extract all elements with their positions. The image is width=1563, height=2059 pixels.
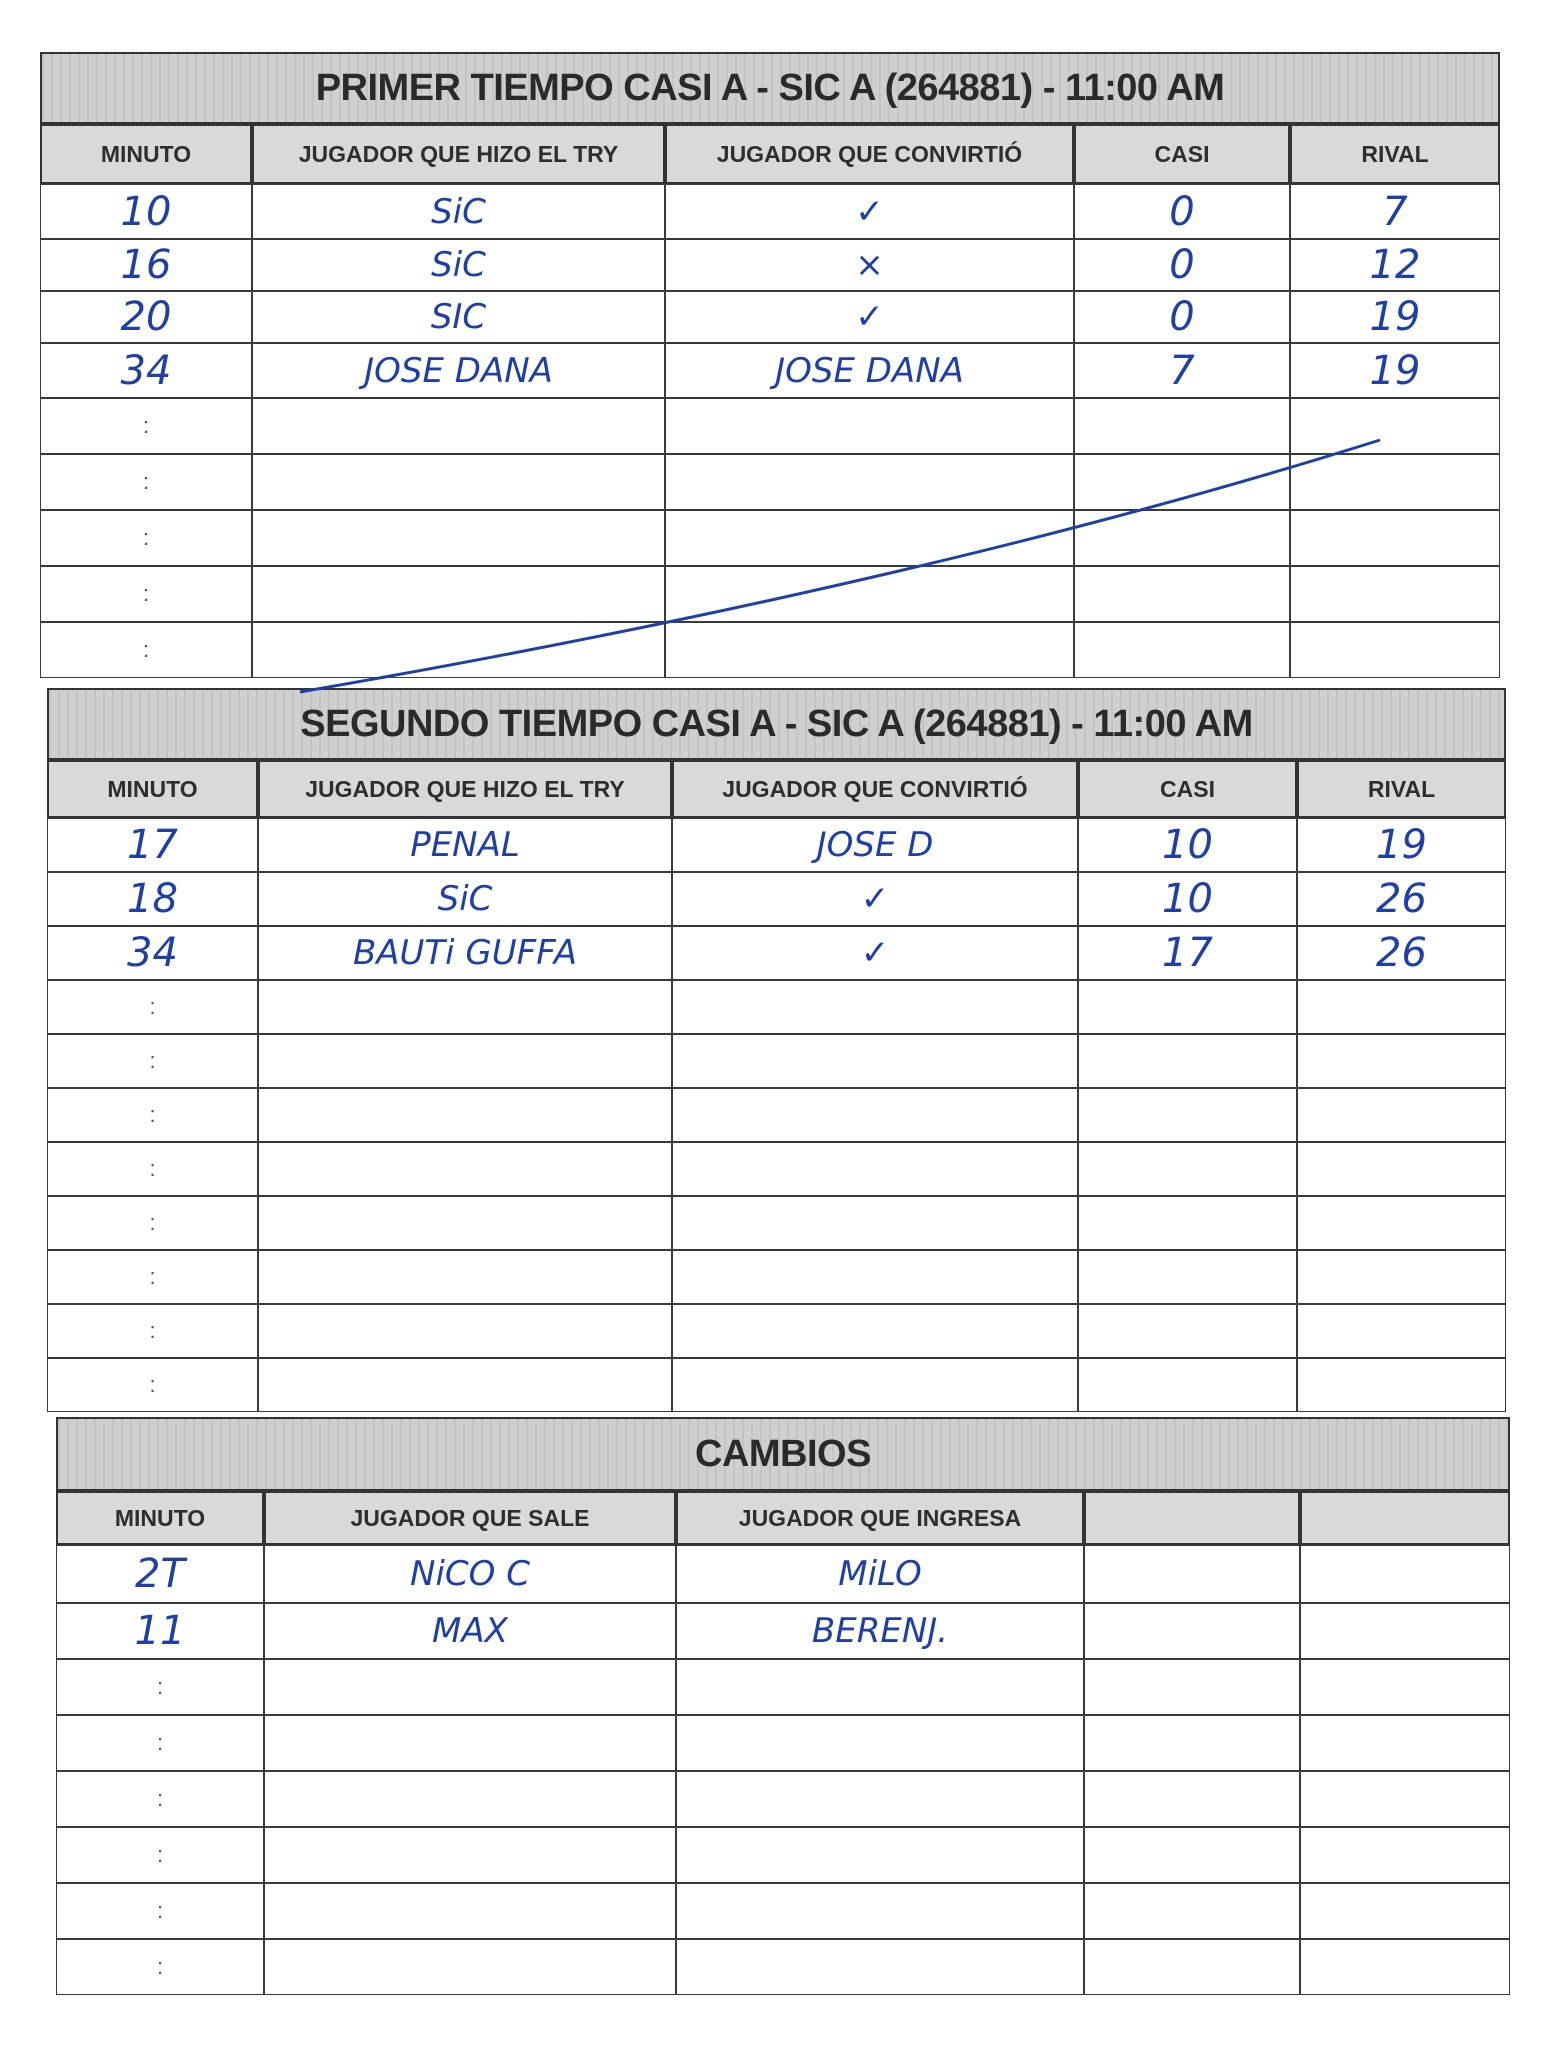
table-cell[interactable] [1290,398,1500,454]
table-cell[interactable] [1084,1883,1300,1939]
row-placeholder-dots: : [149,1372,156,1397]
row-placeholder-dots: : [142,413,150,438]
handwritten-entry: JOSE DANA [364,350,553,391]
table-cell[interactable] [1290,622,1500,678]
table-cell[interactable] [1297,1088,1506,1142]
handwritten-entry: 20 [120,294,172,340]
table-cell[interactable] [1290,510,1500,566]
table-cell[interactable] [258,1304,672,1358]
handwritten-entry: NiCO C [410,1554,530,1594]
handwritten-entry: × [855,245,884,285]
table-cell[interactable] [258,1034,672,1088]
table-cell[interactable] [47,1250,258,1304]
column-header-label: JUGADOR QUE CONVIRTIÓ [722,775,1028,802]
table-cell[interactable] [40,454,252,510]
row-placeholder-dots: : [142,525,150,550]
column-header [47,760,258,818]
table-cell[interactable] [258,818,672,872]
table-cell[interactable] [1297,1196,1506,1250]
column-header [1300,1491,1510,1545]
table-cell[interactable] [40,343,252,398]
table-cell[interactable] [264,1827,676,1883]
column-header [1074,124,1290,184]
table-cell[interactable] [672,1196,1078,1250]
table-cell[interactable] [47,1088,258,1142]
handwritten-entry: ✓ [855,297,884,337]
table-cell[interactable] [258,1142,672,1196]
row-placeholder-dots: : [142,637,150,662]
table-cell[interactable] [252,343,665,398]
row-placeholder-dots: : [149,1264,156,1289]
table-cell[interactable] [1084,1603,1300,1659]
handwritten-entry: BERENJ. [811,1611,949,1651]
handwritten-entry: JOSE D [816,825,934,865]
table-cell[interactable] [56,1659,264,1715]
table-cell[interactable] [1290,343,1500,398]
table-cell[interactable] [1297,872,1506,926]
handwritten-entry: SiC [431,245,486,285]
column-header [1290,124,1500,184]
table-cell[interactable] [676,1827,1084,1883]
row-placeholder-dots: : [156,1730,164,1755]
column-header-label: MINUTO [107,775,198,802]
table-cell[interactable] [56,1771,264,1827]
row-placeholder-dots: : [156,1842,164,1867]
table-cell[interactable] [1074,398,1290,454]
table-cell[interactable] [672,818,1078,872]
column-header [40,124,252,184]
table-cell[interactable] [258,1358,672,1412]
table-cell[interactable] [1300,1939,1510,1995]
table-cell[interactable] [1290,291,1500,343]
table-cell[interactable] [56,1603,264,1659]
table-cell[interactable] [47,1034,258,1088]
table-cell[interactable] [672,1250,1078,1304]
table-cell[interactable] [665,566,1074,622]
table-cell[interactable] [258,872,672,926]
table-cell[interactable] [1074,343,1290,398]
table-cell[interactable] [1297,818,1506,872]
table-cell[interactable] [258,926,672,980]
handwritten-entry: SIC [430,297,487,337]
handwritten-entry: 11 [134,1608,186,1654]
table-cell[interactable] [1084,1939,1300,1995]
table-cell[interactable] [1084,1771,1300,1827]
column-header [672,760,1078,818]
handwritten-entry: 0 [1169,242,1195,288]
table-cell[interactable] [264,1883,676,1939]
table-cell[interactable] [264,1771,676,1827]
table-cell[interactable] [258,1250,672,1304]
row-placeholder-dots: : [149,1048,156,1073]
table-cell[interactable] [665,398,1074,454]
table-cell[interactable] [1290,454,1500,510]
handwritten-entry: 19 [1376,822,1427,868]
table-cell[interactable] [264,1715,676,1771]
table-cell[interactable] [40,398,252,454]
table-cell[interactable] [40,291,252,343]
column-header-label: MINUTO [100,140,192,167]
table-cell[interactable] [672,1304,1078,1358]
table-cell[interactable] [1078,1196,1297,1250]
handwritten-entry: ✓ [855,191,884,232]
column-header [56,1491,264,1545]
table-cell[interactable] [56,1715,264,1771]
table-cell[interactable] [252,566,665,622]
table-cell[interactable] [56,1939,264,1995]
table-cell[interactable] [676,1715,1084,1771]
row-placeholder-dots: : [156,1674,164,1699]
table-cell[interactable] [47,1196,258,1250]
section-title-text: SEGUNDO TIEMPO CASI A - SIC A (264881) - 11:00 AM [300,702,1253,745]
table-cell[interactable] [252,622,665,678]
column-header-label: CASI [1154,140,1210,167]
table-cell[interactable] [1300,1715,1510,1771]
column-header [665,124,1074,184]
table-cell[interactable] [264,1545,676,1603]
table-cell[interactable] [1300,1883,1510,1939]
column-header-label: RIVAL [1361,140,1429,167]
table-cell[interactable] [1078,1358,1297,1412]
table-cell[interactable] [40,510,252,566]
table-cell[interactable] [1297,1358,1506,1412]
table-cell[interactable] [1074,184,1290,239]
table-cell[interactable] [264,1603,676,1659]
table-cell[interactable] [1300,1771,1510,1827]
handwritten-entry: ✓ [860,879,890,919]
table-cell[interactable] [56,1545,264,1603]
column-header [252,124,665,184]
section-title [56,1417,1510,1491]
table-cell[interactable] [1297,926,1506,980]
column-header-label: JUGADOR QUE CONVIRTIÓ [716,140,1023,167]
table-cell[interactable] [1078,1250,1297,1304]
handwritten-entry: 17 [1162,930,1213,976]
table-cell[interactable] [665,184,1074,239]
table-cell[interactable] [1300,1827,1510,1883]
column-header [1297,760,1506,818]
table-cell[interactable] [252,454,665,510]
table-cell[interactable] [47,1304,258,1358]
handwritten-entry: 7 [1169,347,1195,394]
column-header-label: RIVAL [1367,775,1436,802]
row-placeholder-dots: : [149,994,156,1019]
handwritten-entry: 0 [1169,294,1195,340]
table-cell[interactable] [1078,872,1297,926]
section-title-text: CAMBIOS [695,1432,871,1475]
table-cell[interactable] [665,239,1074,291]
column-header-label: JUGADOR QUE SALE [350,1504,590,1531]
table-cell[interactable] [665,622,1074,678]
handwritten-entry: MiLO [838,1554,922,1594]
row-placeholder-dots: : [142,581,150,606]
table-cell[interactable] [40,184,252,239]
section-title [40,52,1500,124]
table-cell[interactable] [676,1771,1084,1827]
column-header-label: JUGADOR QUE INGRESA [738,1504,1022,1531]
handwritten-entry: 34 [127,930,178,976]
handwritten-entry: BAUTi GUFFA [352,933,578,973]
table-cell[interactable] [47,818,258,872]
table-cell[interactable] [665,454,1074,510]
table-cell[interactable] [252,398,665,454]
table-cell[interactable] [258,1196,672,1250]
table-cell[interactable] [665,510,1074,566]
table-cell[interactable] [252,239,665,291]
table-cell[interactable] [1074,566,1290,622]
table-cell[interactable] [1300,1659,1510,1715]
table-cell[interactable] [56,1883,264,1939]
table-cell[interactable] [1084,1545,1300,1603]
handwritten-entry: 10 [1162,876,1213,922]
table-cell[interactable] [40,239,252,291]
table-cell[interactable] [252,184,665,239]
table-cell[interactable] [1078,1034,1297,1088]
column-header [676,1491,1084,1545]
handwritten-entry: SiC [431,191,486,232]
handwritten-entry: 0 [1169,188,1195,235]
column-header-label: MINUTO [114,1504,206,1531]
table-cell[interactable] [1290,184,1500,239]
table-cell[interactable] [258,980,672,1034]
table-cell[interactable] [1297,1034,1506,1088]
table-cell[interactable] [1078,926,1297,980]
handwritten-entry: 34 [120,347,172,394]
table-cell[interactable] [1300,1603,1510,1659]
table-cell[interactable] [264,1659,676,1715]
column-header [1084,1491,1300,1545]
row-placeholder-dots: : [149,1156,156,1181]
handwritten-entry: 19 [1369,294,1421,340]
row-placeholder-dots: : [156,1954,164,1979]
handwritten-entry: 16 [120,242,172,288]
table-cell[interactable] [47,926,258,980]
handwritten-entry: SiC [437,879,493,919]
column-header-label: JUGADOR QUE HIZO EL TRY [305,775,625,802]
handwritten-entry: 26 [1376,930,1427,976]
table-cell[interactable] [56,1827,264,1883]
table-cell[interactable] [1084,1827,1300,1883]
table-cell[interactable] [676,1659,1084,1715]
table-cell[interactable] [1078,818,1297,872]
column-header-label: JUGADOR QUE HIZO EL TRY [298,140,619,167]
table-cell[interactable] [1290,566,1500,622]
column-header [264,1491,676,1545]
table-cell[interactable] [1074,622,1290,678]
table-cell[interactable] [1074,454,1290,510]
table-cell[interactable] [1078,980,1297,1034]
handwritten-entry: 18 [127,876,178,922]
table-cell[interactable] [1078,1088,1297,1142]
handwritten-entry: 2T [135,1551,185,1597]
table-cell[interactable] [47,872,258,926]
row-placeholder-dots: : [149,1210,156,1235]
table-cell[interactable] [47,980,258,1034]
section-title-text: PRIMER TIEMPO CASI A - SIC A (264881) - 11:00 AM [315,66,1225,109]
column-header [1078,760,1297,818]
table-cell[interactable] [1084,1715,1300,1771]
handwritten-entry: ✓ [860,933,890,973]
table-cell[interactable] [1074,291,1290,343]
handwritten-entry: MAX [432,1611,508,1651]
table-cell[interactable] [1297,1250,1506,1304]
handwritten-entry: PENAL [410,825,520,865]
handwritten-entry: 26 [1376,876,1427,922]
table-cell[interactable] [672,1358,1078,1412]
handwritten-entry: 12 [1369,242,1421,288]
table-cell[interactable] [1074,239,1290,291]
table-cell[interactable] [40,566,252,622]
table-cell[interactable] [1078,1142,1297,1196]
table-cell[interactable] [1297,1142,1506,1196]
table-cell[interactable] [665,343,1074,398]
table-cell[interactable] [672,980,1078,1034]
row-placeholder-dots: : [142,469,150,494]
table-cell[interactable] [252,291,665,343]
table-cell[interactable] [672,872,1078,926]
row-placeholder-dots: : [156,1786,164,1811]
table-cell[interactable] [676,1545,1084,1603]
table-cell[interactable] [1297,1304,1506,1358]
row-placeholder-dots: : [149,1318,156,1343]
table-cell[interactable] [672,1034,1078,1088]
table-cell[interactable] [1084,1659,1300,1715]
column-header [258,760,672,818]
table-cell[interactable] [47,1358,258,1412]
table-cell[interactable] [1290,239,1500,291]
handwritten-entry: JOSE DANA [775,350,964,391]
handwritten-entry: 10 [1162,822,1213,868]
table-cell[interactable] [676,1603,1084,1659]
table-cell[interactable] [40,622,252,678]
table-cell[interactable] [676,1883,1084,1939]
table-cell[interactable] [1078,1304,1297,1358]
section-title [47,688,1506,760]
table-cell[interactable] [264,1939,676,1995]
table-cell[interactable] [1074,510,1290,566]
table-cell[interactable] [672,1088,1078,1142]
table-cell[interactable] [676,1939,1084,1995]
table-cell[interactable] [665,291,1074,343]
table-cell[interactable] [252,510,665,566]
table-cell[interactable] [1297,980,1506,1034]
row-placeholder-dots: : [156,1898,164,1923]
table-cell[interactable] [672,926,1078,980]
handwritten-entry: 17 [127,822,178,868]
handwritten-entry: 10 [120,188,172,235]
column-header-label: CASI [1160,775,1215,802]
row-placeholder-dots: : [149,1102,156,1127]
handwritten-entry: 7 [1382,188,1408,235]
handwritten-entry: 19 [1369,347,1421,394]
table-cell[interactable] [672,1142,1078,1196]
table-cell[interactable] [47,1142,258,1196]
table-cell[interactable] [1300,1545,1510,1603]
table-cell[interactable] [258,1088,672,1142]
